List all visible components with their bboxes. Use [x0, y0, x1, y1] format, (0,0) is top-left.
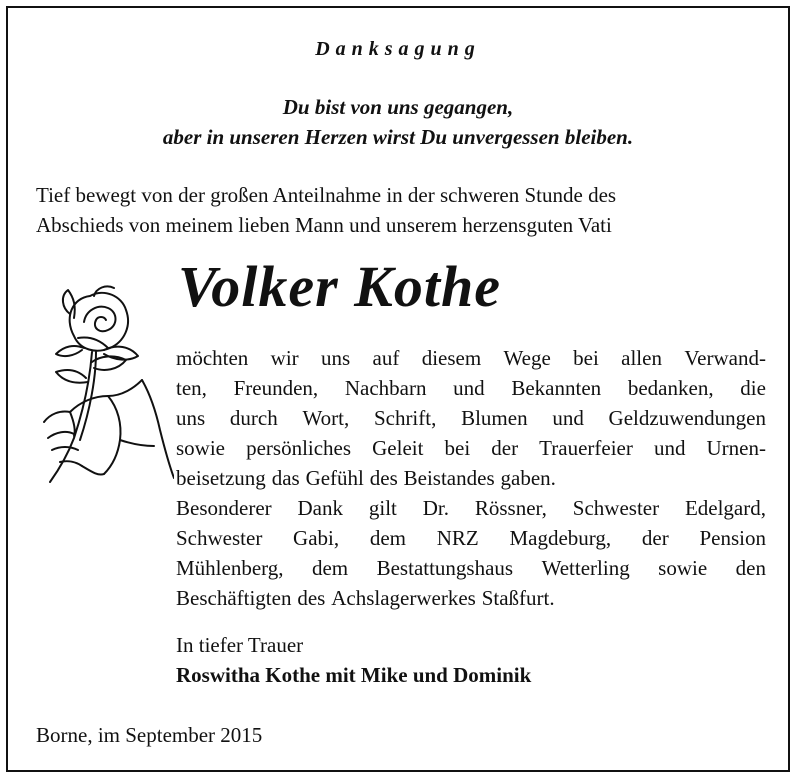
body-line: möchten wir uns auf diesem Wege bei allen Verwand- [176, 346, 766, 370]
motto [8, 92, 788, 152]
body-line: sowie persönliches Geleit bei der Trauerfeier und Urnen- [176, 436, 766, 460]
body-line: beisetzung das Gefühl des Beistandes gaben. [176, 466, 556, 490]
body-line: Schwester Gabi, dem NRZ Magdeburg, der Pension [176, 526, 766, 550]
intro-text [36, 180, 766, 240]
closing-phrase: In tiefer Trauer [176, 633, 304, 657]
thanks-body [176, 343, 766, 613]
body-line: Besonderer Dank gilt Dr. Rössner, Schwester Edelgard, [176, 496, 766, 520]
notice-heading: Danksagung [315, 38, 481, 60]
body-line: uns durch Wort, Schrift, Blumen und Geldzuwendungen [176, 406, 766, 430]
intro-line-1: Tief bewegt von der großen Anteilnahme in der schweren Stunde des [36, 183, 617, 207]
body-line: ten, Freunden, Nachbarn und Bekannten bedanken, die [176, 376, 766, 400]
body-line: Beschäftigten des Achslagerwerkes Staßfurt. [176, 586, 555, 610]
rose-in-hand-icon [34, 278, 174, 488]
motto-line-1: Du bist von uns gegangen, [282, 95, 514, 119]
obituary-notice [6, 6, 790, 772]
closing-block [176, 630, 531, 690]
intro-line-2: Abschieds von meinem lieben Mann und unserem herzensguten Vati [36, 213, 612, 237]
deceased-name: Volker Kothe [178, 254, 501, 319]
signers: Roswitha Kothe mit Mike und Dominik [176, 663, 532, 687]
place-and-date: Borne, im September 2015 [36, 723, 263, 747]
body-line: Mühlenberg, dem Bestattungshaus Wetterling sowie den [176, 556, 766, 580]
motto-line-2: aber in unseren Herzen wirst Du unvergessen bleiben. [162, 125, 634, 149]
